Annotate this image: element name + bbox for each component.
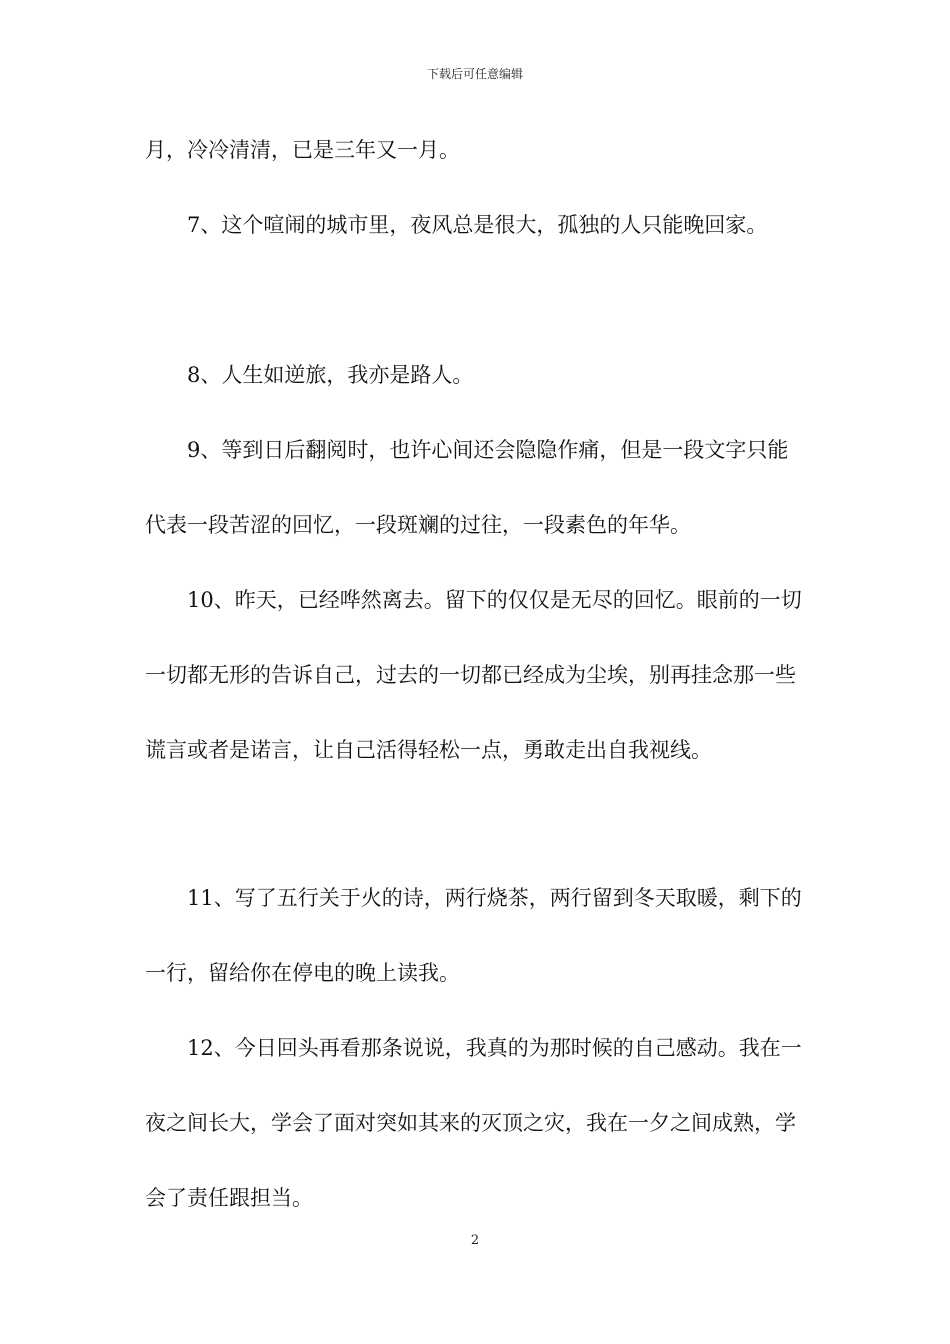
paragraph-item-7 — [145, 188, 807, 263]
paragraph-text: 9、等到日后翻阅时，也许心间还会隐隐作痛，但是一段文字只能代表一段苦涩的回忆，一段斑斓的过往，一段素色的年华。 — [145, 438, 789, 537]
paragraph-item-9 — [145, 413, 807, 563]
paragraph-text: 8、人生如逆旅，我亦是路人。 — [187, 363, 474, 387]
paragraph-text: 12、今日回头再看那条说说，我真的为那时候的自己感动。我在一夜之间长大，学会了面对突如其来的灭顶之灾，我在一夕之间成熟，学会了责任跟担当。 — [145, 1036, 802, 1210]
paragraph-text: 月，冷冷清清，已是三年又一月。 — [145, 138, 460, 162]
paragraph-text: 10、昨天，已经哗然离去。留下的仅仅是无尽的回忆。眼前的一切一切都无形的告诉自己，过去的一切都已经成为尘埃，别再挂念那一些谎言或者是诺言，让自己活得轻松一点，勇敢走出自我视线。 — [145, 588, 802, 762]
page-number: 2 — [470, 1233, 480, 1248]
paragraph-item-10 — [145, 563, 807, 788]
paragraph-continuation — [145, 113, 807, 188]
paragraph-item-12 — [145, 1011, 807, 1236]
paragraph-text: 11、写了五行关于火的诗，两行烧茶，两行留到冬天取暖，剩下的一行，留给你在停电的晚上读我。 — [145, 886, 802, 985]
paragraph-item-8 — [145, 338, 807, 413]
page-header: 下载后可任意编辑 — [426, 67, 523, 81]
paragraph-item-11 — [145, 861, 807, 1011]
paragraph-text: 7、这个喧闹的城市里，夜风总是很大，孤独的人只能晚回家。 — [187, 213, 768, 237]
